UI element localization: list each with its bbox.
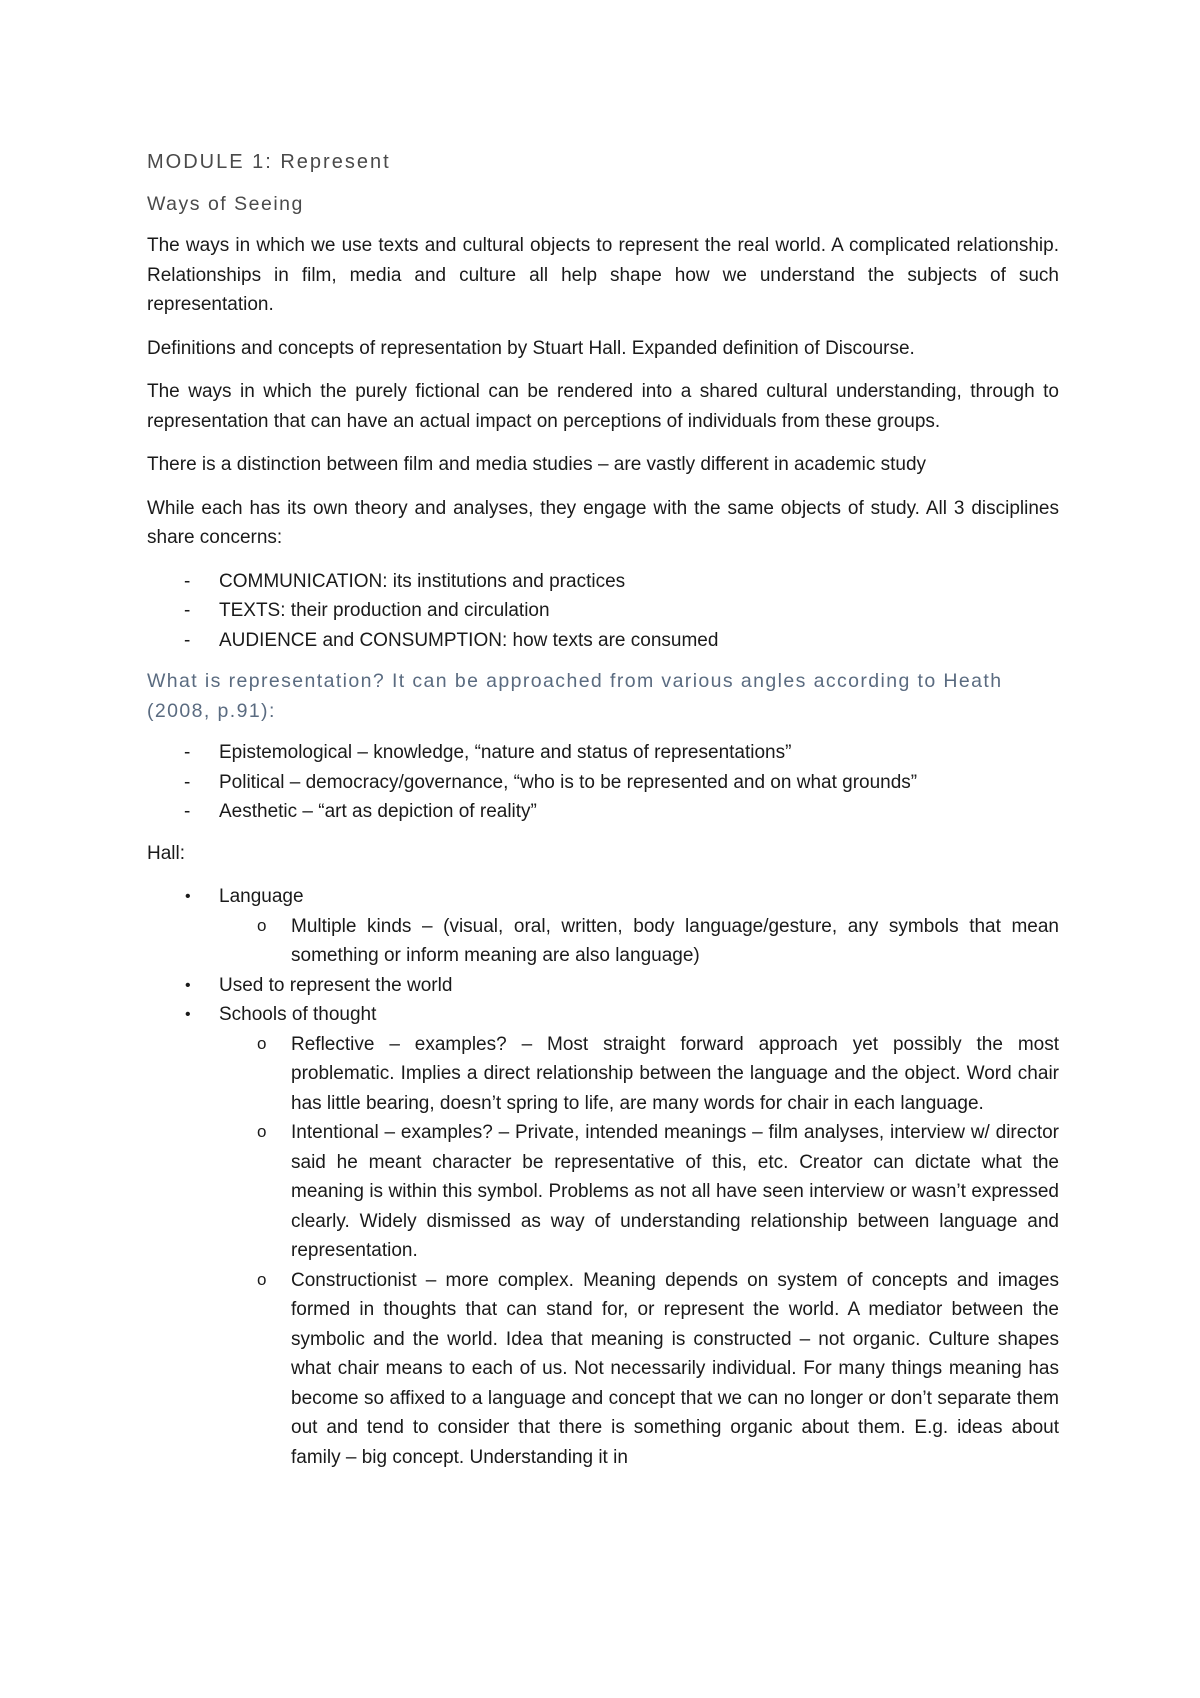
list-item	[147, 738, 1059, 768]
list-item	[147, 626, 1059, 656]
paragraph-distinction: There is a distinction between film and media studies – are vastly different in academic study	[147, 454, 927, 475]
list-item	[219, 912, 1059, 971]
sub-marker: o	[257, 1033, 267, 1053]
list-item	[147, 596, 1059, 626]
concerns-list	[147, 567, 1059, 656]
paragraph-disciplines: While each has its own theory and analyses, they engage with the same objects of study. All 3 disciplines share concerns:	[147, 497, 1059, 548]
hall-list	[147, 882, 1059, 1472]
paragraph-hall-definitions: Definitions and concepts of representation by Stuart Hall. Expanded definition of Discourse.	[147, 337, 915, 359]
list-item	[147, 768, 1059, 798]
hall-label: Hall:	[147, 842, 186, 864]
concern-communication: COMMUNICATION: its institutions and practices	[219, 570, 626, 592]
concern-texts: TEXTS: their production and circulation	[219, 600, 550, 621]
angle-political: Political – democracy/governance, “who is to be represented and on what grounds”	[219, 771, 918, 793]
dash-marker: -	[184, 801, 191, 822]
question-heading: What is representation? It can be approached from various angles according to Heath (2008, p.91):	[147, 670, 1003, 722]
list-item	[147, 882, 1059, 971]
list-item	[219, 1266, 1059, 1473]
list-item	[147, 971, 1059, 1001]
list-item	[147, 1000, 1059, 1472]
dash-marker: -	[184, 600, 191, 621]
school-intentional: Intentional – examples? – Private, intended meanings – film analyses, interview w/ director said he meant character be representative of this, etc. Creator can dictate what the meaning is within this symbol. Problems as not all have seen interview or wasn’t expressed clearly. Widely dismissed as way of understanding relationship between language and representation.	[291, 1122, 1059, 1261]
language-sublist	[219, 912, 1059, 971]
dash-marker: -	[184, 771, 191, 793]
list-item	[147, 797, 1059, 827]
module-title: MODULE 1: Represent	[147, 151, 391, 173]
hall-language: Language	[219, 886, 304, 907]
sub-marker: o	[257, 1122, 267, 1141]
sub-marker: o	[257, 915, 267, 935]
list-item	[147, 567, 1059, 597]
paragraph-intro: The ways in which we use texts and cultural objects to represent the real world. A complicated relationship. Relationships in film, media and culture all help shape how we understand the subjects of such representation.	[147, 235, 1059, 315]
hall-schools: Schools of thought	[219, 1004, 377, 1025]
dash-marker: -	[184, 629, 191, 651]
list-item	[219, 1118, 1059, 1266]
dash-marker: -	[184, 570, 191, 592]
hall-used: Used to represent the world	[219, 974, 453, 996]
bullet-marker: •	[185, 976, 191, 994]
paragraph-fictional: The ways in which the purely fictional can be rendered into a shared cultural understanding, through to representation that can have an actual impact on perceptions of individuals from these groups.	[147, 381, 1059, 432]
angle-aesthetic: Aesthetic – “art as depiction of reality”	[219, 801, 537, 822]
angles-list	[147, 738, 1059, 827]
dash-marker: -	[184, 742, 191, 763]
school-constructionist: Constructionist – more complex. Meaning depends on system of concepts and images formed in thoughts that can stand for, or represent the world. A mediator between the symbolic and the world. Idea that meaning is constructed – not organic. Culture shapes what chair means to each of us. Not necessarily individual. For many things meaning has become so affixed to a language and concept that we can no longer or don’t separate them out and tend to consider that there is something organic about them. E.g. ideas about family – big concept. Understanding it in	[291, 1269, 1059, 1468]
bullet-marker: •	[185, 1006, 191, 1023]
sub-marker: o	[257, 1269, 267, 1289]
list-item	[219, 1030, 1059, 1119]
concern-audience: AUDIENCE and CONSUMPTION: how texts are consumed	[219, 629, 719, 651]
section-title: Ways of Seeing	[147, 192, 304, 215]
school-reflective: Reflective – examples? – Most straight forward approach yet possibly the most problematic. Implies a direct relationship between the language and the object. Word chair has little bearing, doesn’t spring to life, are many words for chair in each language.	[291, 1033, 1059, 1114]
angle-epistemological: Epistemological – knowledge, “nature and status of representations”	[219, 742, 792, 763]
schools-sublist	[219, 1030, 1059, 1473]
bullet-marker: •	[185, 888, 191, 905]
document-page	[147, 140, 1059, 1472]
language-kinds: Multiple kinds – (visual, oral, written, body language/gesture, any symbols that mean something or inform meaning are also language)	[291, 915, 1059, 966]
